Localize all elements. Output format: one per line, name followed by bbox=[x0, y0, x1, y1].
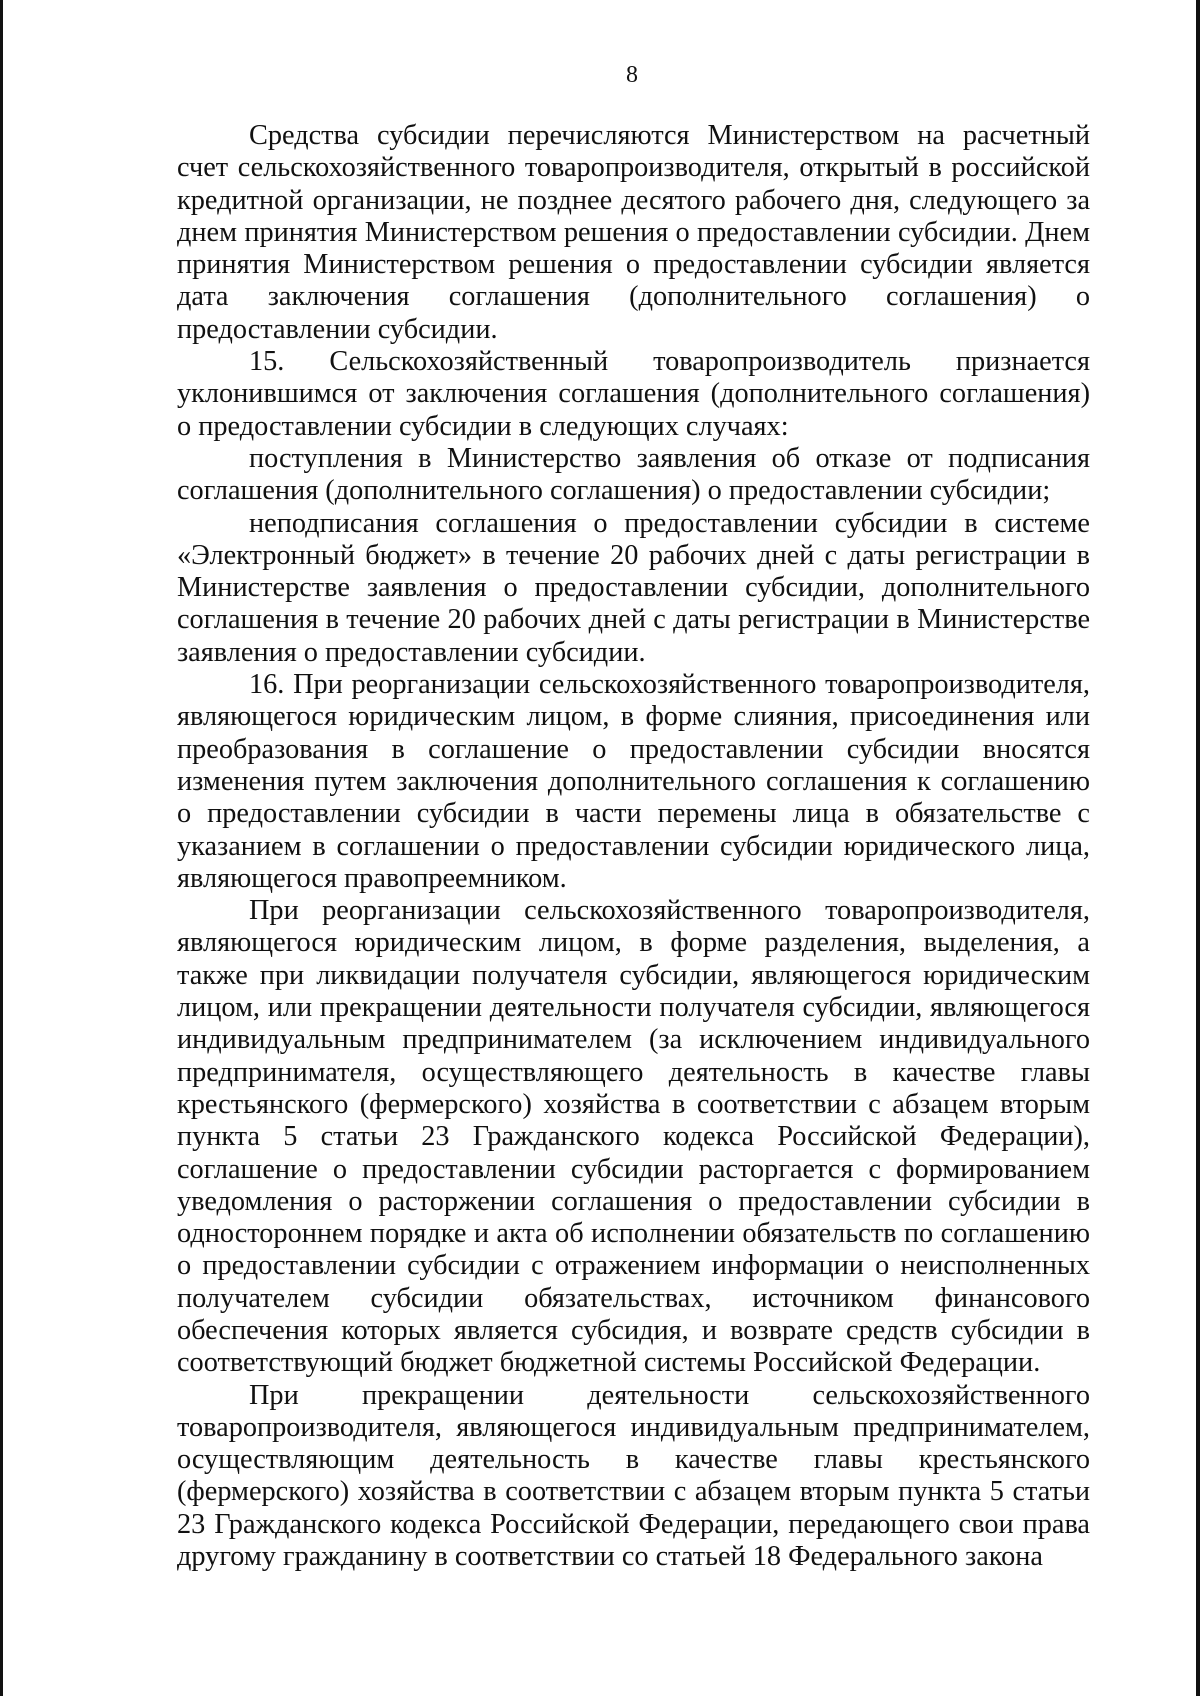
paragraph-refusal-statement: поступления в Министерство заявления об отказе от подписания соглашения (дополнительного соглашения) о предоставлении субсидии; bbox=[177, 442, 1090, 507]
paragraph-non-signing: неподписания соглашения о предоставлении субсидии в системе «Электронный бюджет» в течение 20 рабочих дней с даты регистрации в Министерстве заявления о предоставлении субсидии, дополнительного соглашения в течение 20 рабочих дней с даты регистрации в Министерстве заявления о предоставлении субсидии. bbox=[177, 507, 1090, 668]
page-number: 8 bbox=[626, 62, 638, 88]
paragraph-subsidy-transfer: Средства субсидии перечисляются Министерством на расчетный счет сельскохозяйственного товаропроизводителя, открытый в российской кредитной организации, не позднее десятого рабочего дня, следующего за днем принятия Министерством решения о предоставлении субсидии. Днем принятия Министерством решения о предоставлении субсидии является дата заключения соглашения (дополнительного соглашения) о предоставлении субсидии. bbox=[177, 120, 1090, 345]
paragraph-reorganization-termination: При реорганизации сельскохозяйственного товаропроизводителя, являющегося юридическим лицом, в форме разделения, выделения, а также при ликвидации получателя субсидии, являющегося юридическим лицом, или прекращении деятельности получателя субсидии, являющегося индивидуальным предпринимателем (за исключением индивидуального предпринимателя, осуществляющего деятельность в качестве главы крестьянского (фермерского) хозяйства в соответствии с абзацем вторым пункта 5 статьи 23 Гражданского кодекса Российской Федерации), соглашение о предоставлении субсидии расторгается с формированием уведомления о расторжении соглашения о предоставлении субсидии в одностороннем порядке и акта об исполнении обязательств по соглашению о предоставлении субсидии с отражением информации о неисполненных получателем субсидии обязательствах, источником финансового обеспечения которых является субсидия, и возврате средств субсидии в соответствующий бюджет бюджетной системы Российской Федерации. bbox=[177, 895, 1090, 1379]
scan-edge-left bbox=[0, 0, 3, 1696]
paragraph-termination-farm-head: При прекращении деятельности сельскохозяйственного товаропроизводителя, являющегося индивидуальным предпринимателем, осуществляющим деятельность в качестве главы крестьянского (фермерского) хозяйства в соответствии с абзацем вторым пункта 5 статьи 23 Гражданского кодекса Российской Федерации, передающего свои права другому гражданину в соответствии со статьей 18 Федерального закона bbox=[177, 1379, 1090, 1573]
paragraph-16-reorganization: 16. При реорганизации сельскохозяйственного товаропроизводителя, являющегося юридическим лицом, в форме слияния, присоединения или преобразования в соглашение о предоставлении субсидии вносятся изменения путем заключения дополнительного соглашения к соглашению о предоставлении субсидии в части перемены лица в обязательстве с указанием в соглашении о предоставлении субсидии юридического лица, являющегося правопреемником. bbox=[177, 669, 1090, 894]
paragraph-15-evasion: 15. Сельскохозяйственный товаропроизводитель признается уклонившимся от заключения соглашения (дополнительного соглашения) о предоставлении субсидии в следующих случаях: bbox=[177, 346, 1090, 442]
scan-edge-right bbox=[1196, 0, 1200, 1696]
document-body bbox=[177, 120, 1090, 1573]
